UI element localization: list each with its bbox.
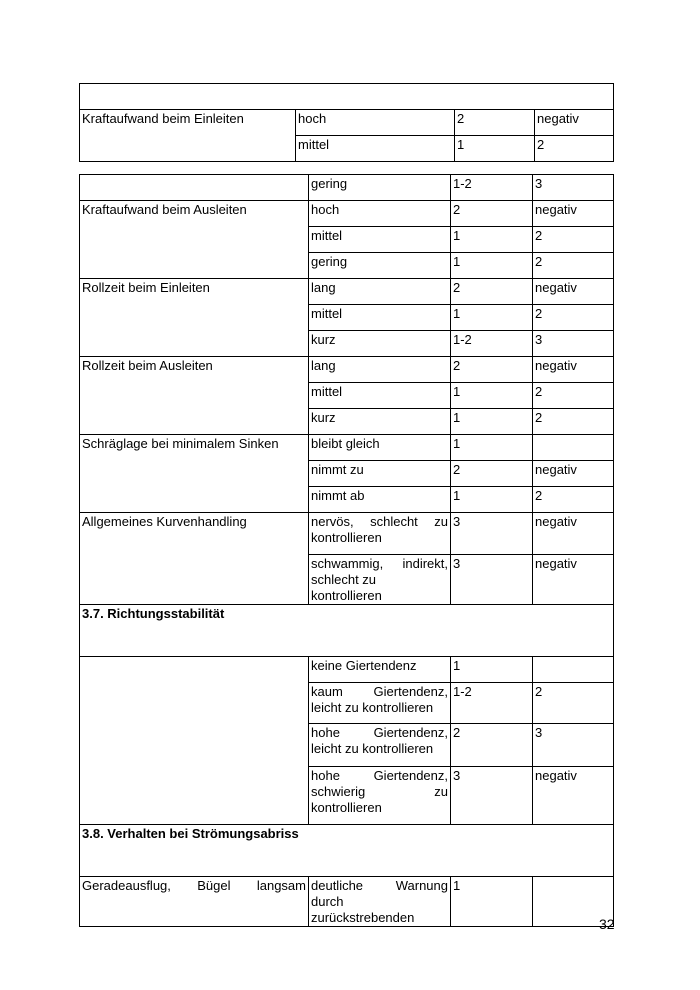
- option-line: kontrollieren: [311, 530, 382, 545]
- table-row: [80, 877, 614, 927]
- option-line: nervös, schlecht zu: [311, 514, 448, 529]
- rating-cell: negativ: [533, 357, 614, 383]
- option-cell: bleibt gleich: [309, 435, 451, 461]
- option-line: hohe Giertendenz,: [311, 725, 448, 740]
- option-line: kontrollieren: [311, 800, 382, 815]
- option-line: deutliche Warnung: [311, 878, 448, 893]
- criterion-cell: Rollzeit beim Ausleiten: [80, 357, 309, 435]
- table-cell: [80, 84, 614, 110]
- rating-cell: 2: [533, 487, 614, 513]
- option-cell: mittel: [309, 383, 451, 409]
- score-cell: 2: [451, 357, 533, 383]
- option-cell: mittel: [309, 305, 451, 331]
- option-cell: [309, 555, 451, 605]
- option-cell: nimmt ab: [309, 487, 451, 513]
- section-heading-row: [80, 605, 614, 657]
- rating-cell: 2: [533, 383, 614, 409]
- score-cell: 1-2: [451, 175, 533, 201]
- rating-cell: 3: [533, 331, 614, 357]
- rating-cell: negativ: [533, 279, 614, 305]
- rating-cell: negativ: [533, 201, 614, 227]
- option-cell: gering: [309, 253, 451, 279]
- score-cell: 1-2: [451, 331, 533, 357]
- criterion-cell: Allgemeines Kurvenhandling: [80, 513, 309, 605]
- section-heading-stroemungsabriss: 3.8. Verhalten bei Strömungsabriss: [80, 825, 614, 877]
- rating-cell: negativ: [533, 461, 614, 487]
- option-cell: [309, 683, 451, 724]
- score-cell: 1: [451, 253, 533, 279]
- option-cell: kurz: [309, 409, 451, 435]
- score-cell: 1-2: [451, 683, 533, 724]
- score-cell: 1: [451, 383, 533, 409]
- criteria-table-top: [79, 83, 614, 162]
- table-row: [80, 657, 614, 683]
- option-cell: [309, 767, 451, 825]
- option-line: leicht zu kontrollieren: [311, 700, 434, 715]
- table-row: [80, 279, 614, 305]
- option-line: durch zurückstrebenden: [311, 894, 415, 925]
- rating-cell: 2: [533, 409, 614, 435]
- section-heading-richtungsstabilitaet: 3.7. Richtungsstabilität: [80, 605, 614, 657]
- rating-cell: [533, 657, 614, 683]
- rating-cell: negativ: [535, 110, 614, 136]
- criterion-cell: [80, 657, 309, 825]
- option-cell: [309, 513, 451, 555]
- rating-cell: negativ: [533, 555, 614, 605]
- section-heading-row: [80, 825, 614, 877]
- rating-cell: 2: [533, 683, 614, 724]
- score-cell: 1: [451, 877, 533, 927]
- score-cell: 1: [455, 136, 535, 162]
- score-cell: 2: [455, 110, 535, 136]
- score-cell: 2: [451, 279, 533, 305]
- rating-cell: 2: [533, 305, 614, 331]
- rating-cell: 3: [533, 175, 614, 201]
- criterion-cell: Rollzeit beim Einleiten: [80, 279, 309, 357]
- option-line: schwierig zu: [311, 784, 448, 799]
- score-cell: 1: [451, 657, 533, 683]
- option-line: schwammig, indirekt,: [311, 556, 448, 571]
- option-cell: nimmt zu: [309, 461, 451, 487]
- option-cell: gering: [309, 175, 451, 201]
- option-cell: mittel: [309, 227, 451, 253]
- criteria-table-main: [79, 174, 614, 927]
- rating-cell: [533, 435, 614, 461]
- score-cell: 1: [451, 409, 533, 435]
- option-line: hohe Giertendenz,: [311, 768, 448, 783]
- criterion-cell: Kraftaufwand beim Einleiten: [80, 110, 296, 162]
- score-cell: 3: [451, 513, 533, 555]
- table-row: [80, 175, 614, 201]
- table-row: [80, 513, 614, 555]
- table-row: [80, 357, 614, 383]
- option-line: schlecht zu kontrollieren: [311, 572, 382, 603]
- option-cell: lang: [309, 357, 451, 383]
- option-cell: lang: [309, 279, 451, 305]
- option-cell: hoch: [309, 201, 451, 227]
- option-cell: [309, 877, 451, 927]
- table-row: [80, 435, 614, 461]
- table-row: [80, 201, 614, 227]
- rating-cell: 3: [533, 724, 614, 767]
- criterion-cell: Kraftaufwand beim Ausleiten: [80, 201, 309, 279]
- score-cell: 2: [451, 724, 533, 767]
- option-cell: keine Giertendenz: [309, 657, 451, 683]
- score-cell: 2: [451, 201, 533, 227]
- option-line: kaum Giertendenz,: [311, 684, 448, 699]
- rating-cell: negativ: [533, 513, 614, 555]
- criterion-cell: Schräglage bei minimalem Sinken: [80, 435, 309, 513]
- score-cell: 1: [451, 435, 533, 461]
- score-cell: 1: [451, 305, 533, 331]
- table-row: [80, 84, 614, 110]
- rating-cell: 2: [533, 227, 614, 253]
- score-cell: 3: [451, 767, 533, 825]
- page-number: 32: [599, 916, 615, 932]
- score-cell: 3: [451, 555, 533, 605]
- option-cell: kurz: [309, 331, 451, 357]
- score-cell: 1: [451, 227, 533, 253]
- score-cell: 1: [451, 487, 533, 513]
- option-line: leicht zu kontrollieren: [311, 741, 434, 756]
- criterion-cell: [80, 175, 309, 201]
- rating-cell: 2: [533, 253, 614, 279]
- option-cell: hoch: [296, 110, 455, 136]
- criterion-cell: Geradeausflug, Bügel langsam: [80, 877, 309, 927]
- option-cell: mittel: [296, 136, 455, 162]
- rating-cell: negativ: [533, 767, 614, 825]
- score-cell: 2: [451, 461, 533, 487]
- table-row: [80, 110, 614, 136]
- rating-cell: 2: [535, 136, 614, 162]
- option-cell: [309, 724, 451, 767]
